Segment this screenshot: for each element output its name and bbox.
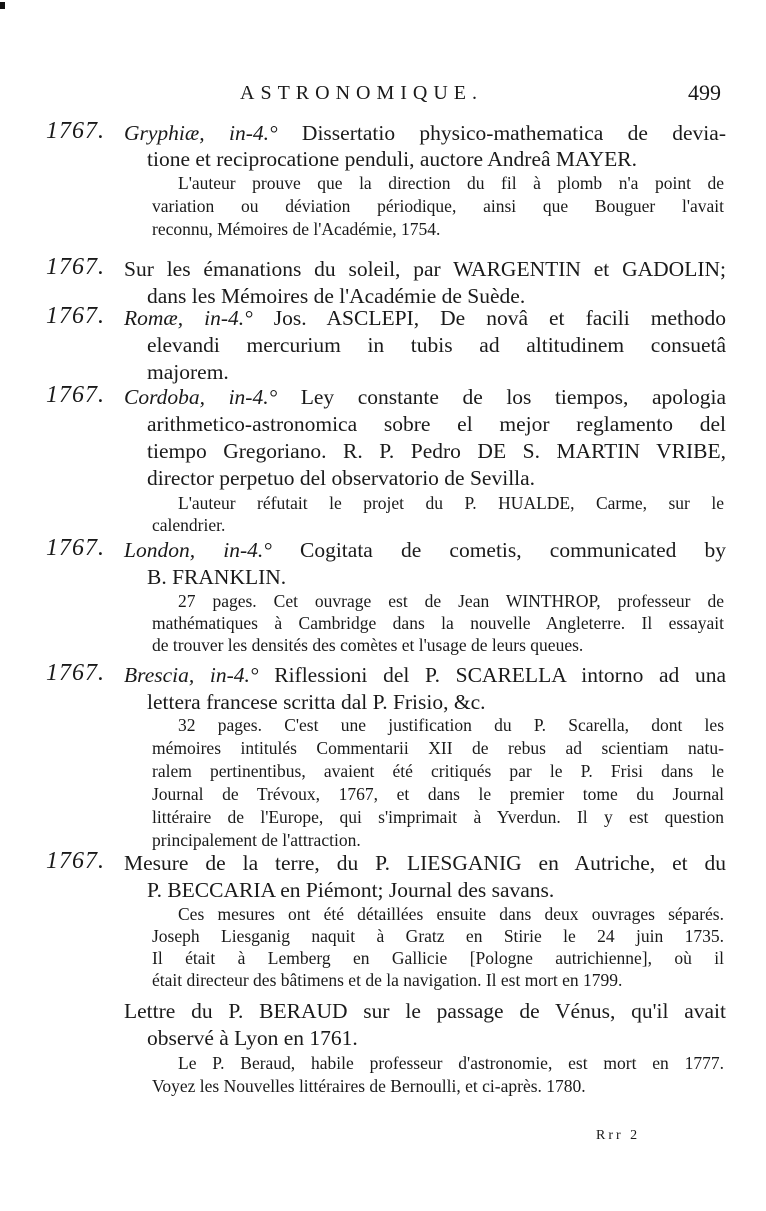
- entry-note-line: Le P. Beraud, habile professeur d'astronomie, est mort en 1777.: [178, 1053, 724, 1073]
- entry-heading-line: [124, 850, 726, 876]
- page-number: 499: [688, 80, 721, 105]
- heading-text: Dissertatio physico-mathematica de devia-: [277, 121, 726, 145]
- heading-text: P. BECCARIA en Piémont; Journal des savans.: [147, 878, 555, 902]
- heading-text: Ley constante de los tiempos, apologia: [277, 385, 726, 409]
- entry-note-line: 32 pages. C'est une justification du P. Scarella, dont les: [178, 715, 724, 735]
- heading-text: Riflessioni del P. SCARELLA intorno ad una: [258, 663, 727, 687]
- publication-place: Cordoba, in-4.°: [124, 385, 278, 409]
- publication-place: Gryphiæ, in-4.°: [124, 121, 278, 145]
- heading-text: dans les Mémoires de l'Académie de Suède.: [147, 284, 526, 308]
- entry-note-line: de trouver les densités des comètes et l'usage de leurs queues.: [152, 635, 584, 655]
- heading-text: tione et reciprocatione penduli, auctore Andreâ MAYER.: [147, 147, 637, 171]
- entry-heading-line: [124, 256, 726, 282]
- scan-edge-mark: [0, 2, 5, 9]
- heading-text: Lettre du P. BERAUD sur le passage de Vénus, qu'il avait: [124, 999, 726, 1023]
- entry-heading-line: [147, 146, 726, 172]
- entry-note-line: Journal de Trévoux, 1767, et dans le premier tome du Journal: [152, 784, 724, 804]
- entry-heading-line: [124, 305, 726, 331]
- publication-place: London, in-4.°: [124, 538, 272, 562]
- entry-year: 1767.: [46, 535, 105, 561]
- entry-note-line: Voyez les Nouvelles littéraires de Bernoulli, et ci-après. 1780.: [152, 1076, 586, 1096]
- entry-heading-line: [147, 564, 726, 590]
- entry-note-line: Il était à Lemberg en Gallicie [Pologne autrichienne], où il: [152, 948, 724, 968]
- entry-heading-line: [147, 689, 726, 715]
- entry-heading-line: [147, 1025, 726, 1051]
- entry-year: 1767.: [46, 254, 105, 280]
- entry-year: 1767.: [46, 848, 105, 874]
- entry-heading-line: [124, 120, 726, 146]
- entry-note-line: L'auteur réfutait le projet du P. HUALDE, Carme, sur le: [178, 493, 724, 513]
- heading-text: lettera francese scritta dal P. Frisio, &c.: [147, 690, 486, 714]
- entry-year: 1767.: [46, 118, 105, 144]
- entry-heading-line: [147, 438, 726, 464]
- entry-note-line: 27 pages. Cet ouvrage est de Jean WINTHROP, professeur de: [178, 591, 724, 611]
- heading-text: director perpetuo del observatorio de Sevilla.: [147, 466, 536, 490]
- entry-heading-line: [147, 465, 726, 491]
- heading-text: observé à Lyon en 1761.: [147, 1026, 358, 1050]
- entry-heading-line: [124, 384, 726, 410]
- heading-text: arithmetico-astronomica sobre el mejor reglamento del: [147, 412, 726, 436]
- entry-heading-line: [147, 877, 726, 903]
- entry-note-line: était directeur des bâtimens et de la navigation. Il est mort en 1799.: [152, 970, 623, 990]
- publication-place: Romæ, in-4.°: [124, 306, 253, 330]
- heading-text: Sur les émanations du soleil, par WARGENTIN et GADOLIN;: [124, 257, 726, 281]
- entry-note-line: L'auteur prouve que la direction du fil à plomb n'a point de: [178, 173, 724, 193]
- entry-heading-line: [147, 359, 726, 385]
- entry-heading-line: [124, 998, 726, 1024]
- heading-text: B. FRANKLIN.: [147, 565, 287, 589]
- entry-year: 1767.: [46, 660, 105, 686]
- entry-note-line: Ces mesures ont été détaillées ensuite dans deux ouvrages séparés.: [178, 904, 724, 924]
- heading-text: tiempo Gregoriano. R. P. Pedro DE S. MARTIN VRIBE,: [147, 439, 726, 463]
- heading-text: Jos. ASCLEPI, De novâ et facili methodo: [252, 306, 726, 330]
- entry-note-line: principalement de l'attraction.: [152, 830, 361, 850]
- entry-heading-line: [147, 332, 726, 358]
- heading-text: Cogitata de cometis, communicated by: [271, 538, 726, 562]
- publication-place: Brescia, in-4.°: [124, 663, 259, 687]
- heading-text: majorem.: [147, 360, 229, 384]
- entry-year: 1767.: [46, 303, 105, 329]
- entry-note-line: Joseph Liesganig naquit à Gratz en Stirie le 24 juin 1735.: [152, 926, 724, 946]
- entry-note-line: calendrier.: [152, 515, 226, 535]
- heading-text: elevandi mercurium in tubis ad altitudinem consuetâ: [147, 333, 726, 357]
- entry-note-line: variation ou déviation périodique, ainsi que Bouguer l'avait: [152, 196, 724, 216]
- signature-mark: Rrr 2: [596, 1128, 641, 1143]
- entry-note-line: mémoires intitulés Commentarii XII de rebus ad scientiam natu-: [152, 738, 724, 758]
- entry-note-line: ralem pertinentibus, avaient été critiqués par le P. Frisi dans le: [152, 761, 724, 781]
- heading-text: Mesure de la terre, du P. LIESGANIG en Autriche, et du: [124, 851, 726, 875]
- entry-year: 1767.: [46, 382, 105, 408]
- entry-heading-line: [147, 411, 726, 437]
- entry-heading-line: [124, 537, 726, 563]
- entry-note-line: mathématiques à Cambridge dans la nouvelle Angleterre. Il essayait: [152, 613, 724, 633]
- entry-note-line: littéraire de l'Europe, qui s'imprimait à Yverdun. Il y est question: [152, 807, 724, 827]
- entry-heading-line: [124, 662, 726, 688]
- running-head: ASTRONOMIQUE.: [240, 82, 483, 104]
- entry-note-line: reconnu, Mémoires de l'Académie, 1754.: [152, 219, 441, 239]
